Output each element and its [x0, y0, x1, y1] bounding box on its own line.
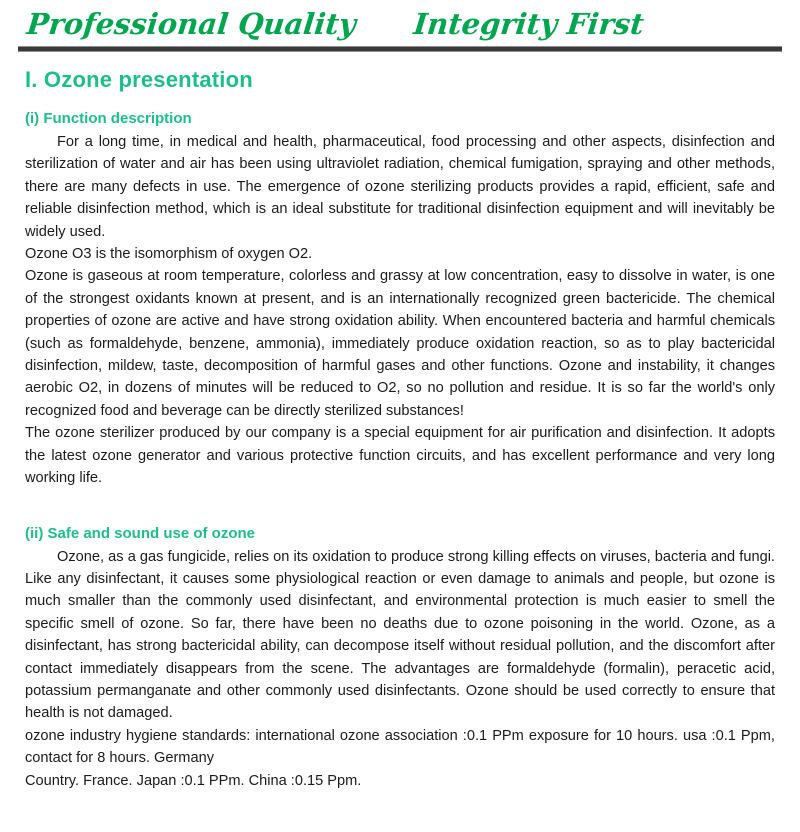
- paragraph: The ozone sterilizer produced by our company is a special equipment for air purification and disinfection. It adopts the latest ozone generator and various protective function circuits, and has excellent performance and very long working life.: [25, 425, 775, 487]
- section-safe-use-of-ozone: [25, 524, 775, 792]
- slogan-text-right: Integrity First: [411, 7, 646, 41]
- page-title: I. Ozone presentation: [25, 67, 253, 92]
- header-slogan: [25, 5, 779, 43]
- paragraph: For a long time, in medical and health, pharmaceutical, food processing and other aspects, disinfection and sterilization of water and air has been using ultraviolet radiation, chemical fumigation, spraying and other methods, there are many defects in use. The emergence of ozone sterilizing products provides a rapid, efficient, safe and reliable disinfection method, which is an ideal substitute for traditional disinfection equipment and will inevitably be widely used.: [25, 134, 775, 240]
- paragraph: Ozone, as a gas fungicide, relies on its oxidation to produce strong killing effects on viruses, bacteria and fungi. Like any disinfectant, it causes some physiological reaction or even damage to animals and people, but ozone is much smaller than the commonly used disinfectant, and environmental protection is much easier to smell the specific smell of ozone. So far, there have been no deaths due to ozone poisoning in the world. Ozone, as a disinfectant, has strong bactericidal ability, can decompose itself without residual pollution, and the discomfort after contact immediately disappears from the scene. The advantages are formaldehyde (formalin), peracetic acid, potassium permanganate and other commonly used disinfectants. Ozone should be used correctly to ensure that health is not damaged.: [25, 548, 775, 722]
- paragraph: Ozone O3 is the isomorphism of oxygen O2.: [25, 246, 313, 263]
- paragraph: ozone industry hygiene standards: international ozone association :0.1 PPm exposure for 10 hours. usa :0.1 Ppm, contact for 8 hours. Germany: [25, 727, 775, 767]
- paragraph: Country. France. Japan :0.1 PPm. China :0.15 Ppm.: [25, 772, 362, 789]
- section-heading-function-description: (i) Function description: [25, 110, 192, 127]
- paragraph: Ozone is gaseous at room temperature, colorless and grassy at low concentration, easy to dissolve in water, is one of the strongest oxidants known at present, and is an internationally recognized green bactericide. The chemical properties of ozone are active and have strong oxidation ability. When encountered bacteria and harmful chemicals (such as formaldehyde, benzene, ammonia), immediately produce oxidation reaction, so as to play bactericidal disinfection, mildew, taste, decomposition of harmful gases and other functions. Ozone and instability, it changes aerobic O2, in dozens of minutes will be reduced to O2, so no pollution and residue. It is so far the world's only recognized food and beverage can be directly sterilized substances!: [25, 268, 775, 419]
- section-heading-safe-use: (ii) Safe and sound use of ozone: [25, 524, 256, 542]
- slogan-text-left: Professional Quality: [25, 7, 358, 41]
- section-function-description: [25, 109, 775, 490]
- header-divider: [18, 46, 782, 52]
